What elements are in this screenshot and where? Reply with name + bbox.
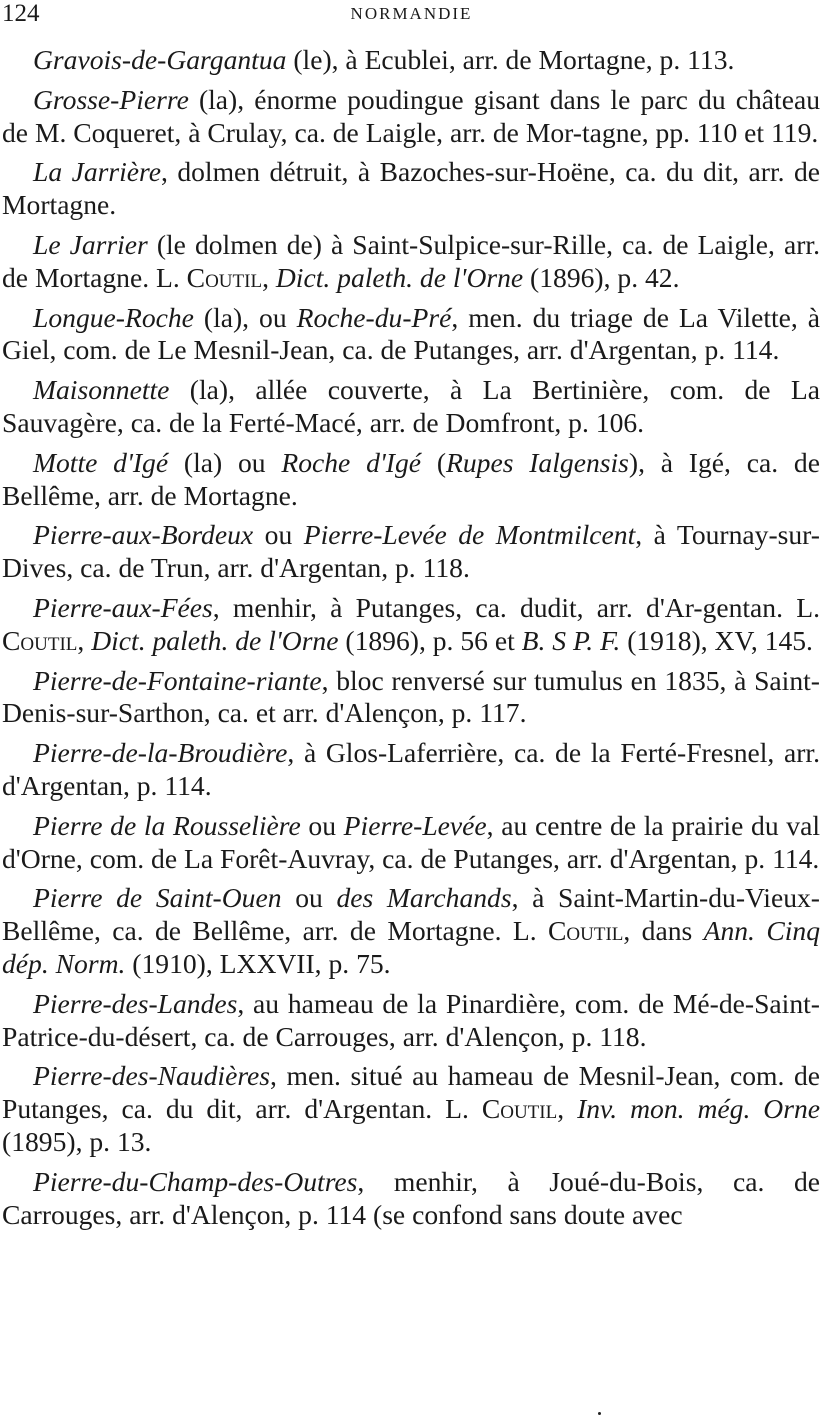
entry-text: , men. du triage de La Vilette, à Giel, com. de Le Mesnil-Jean, ca. de Putanges, arr. d'Argentan, p. 114. (2, 301, 821, 366)
entry (2, 84, 820, 150)
entry (2, 665, 820, 731)
entry-italic: Roche-du-Pré (296, 301, 452, 333)
entry-headword: Le Jarrier (33, 228, 148, 260)
entry (2, 519, 820, 585)
entry-italic: Rupes Ialgensis (446, 446, 629, 478)
page-header (0, 0, 823, 34)
entry (2, 374, 820, 440)
entry (2, 737, 820, 803)
entry-headword: Maisonnette (33, 374, 170, 406)
entry (2, 810, 820, 876)
entry (2, 44, 820, 77)
gazetteer-entries (2, 44, 820, 1238)
entry-italic: B. S P. F. (521, 624, 621, 656)
entry-text: , dolmen détruit, à Bazoches-sur-Hoëne, ca. du dit, arr. de Mortagne. (2, 156, 820, 221)
entry (2, 1060, 820, 1158)
entry-headword: Pierre de la Rousselière (33, 809, 301, 841)
entry-text: , dans (623, 915, 704, 947)
entry (2, 447, 820, 513)
entry-italic: Ann. Cinq dép. Norm. (2, 915, 820, 979)
entry-headword: Longue-Roche (33, 301, 194, 333)
entry-italic: Roche d'Igé (281, 446, 422, 478)
entry-headword: Grosse-Pierre (33, 83, 189, 115)
entry (2, 229, 820, 295)
entry-headword: Pierre de Saint-Ouen (33, 882, 282, 914)
author-name: Coutil (186, 261, 263, 293)
entry-text: , (77, 624, 92, 656)
entry-text: , à Saint-Martin-du-Vieux-Bellême, ca. de Bellême, arr. de Mortagne. L. (2, 882, 820, 947)
entry-text: , au centre de la prairie du val d'Orne, com. de La Forêt-Auvray, ca. de Putanges, arr. d'Argentan, p. 114. (2, 809, 820, 874)
entry-headword: Pierre-de-Fontaine-riante (33, 664, 322, 696)
entry (2, 1166, 820, 1232)
entry-text: (1896), p. 42. (523, 261, 680, 293)
entry-headword: Pierre-aux-Bordeux (33, 519, 254, 551)
entry-text: , (262, 261, 276, 293)
running-title: NORMANDIE (350, 4, 473, 23)
entry-text: (la), ou (193, 301, 297, 333)
entry-text: (1918), XV, 145. (620, 624, 813, 656)
entry-text: (la), énorme poudingue gisant dans le parc du château de M. Coqueret, à Crulay, ca. de Laigle, arr. de Mor-tagne, pp. 110 et 119. (2, 83, 820, 148)
entry-text: (1895), p. 13. (2, 1125, 152, 1157)
entry-text: , menhir, à Putanges, ca. dudit, arr. d'Ar-gentan. L. (212, 591, 820, 623)
entry-text: , (557, 1093, 578, 1125)
entry-text: ), à Igé, ca. de Bellême, arr. de Mortagne. (2, 446, 820, 511)
entry-text: (1910), LXXVII, p. 75. (125, 947, 391, 979)
entry-headword: Pierre-des-Naudières (33, 1060, 271, 1092)
entry-text: (1896), p. 56 et (338, 624, 522, 656)
entry (2, 882, 820, 980)
entry (2, 156, 820, 222)
entry-text: , bloc renversé sur tumulus en 1835, à Saint-Denis-sur-Sarthon, ca. et arr. d'Alençon, p. 117. (2, 664, 820, 729)
entry-italic: des Marchands (336, 882, 512, 914)
page-number: 124 (2, 0, 40, 27)
entry-text: (la) ou (168, 446, 282, 478)
entry-headword: Gravois-de-Gargantua (33, 44, 287, 75)
entry (2, 592, 820, 658)
entry-headword: Pierre-des-Landes (33, 987, 238, 1019)
entry-headword: Motte d'Igé (33, 446, 169, 478)
entry-text: ou (253, 519, 304, 551)
entry-text: (le dolmen de) à Saint-Sulpice-sur-Rille, ca. de Laigle, arr. de Mortagne. L. (2, 228, 820, 293)
author-name: Coutil (481, 1093, 558, 1125)
entry-italic: Pierre-Levée de Montmilcent (303, 519, 636, 551)
printing-speck (598, 1412, 601, 1415)
entry-headword: Pierre-du-Champ-des-Outres (33, 1165, 358, 1197)
entry-text: , à Tournay-sur-Dives, ca. de Trun, arr. d'Argentan, p. 118. (2, 519, 820, 584)
author-name: Coutil (548, 915, 624, 947)
entry-text: ( (421, 446, 447, 478)
entry-italic: Pierre-Levée (343, 809, 487, 841)
entry-text: , au hameau de la Pinardière, com. de Mé-de-Saint-Patrice-du-désert, ca. de Carrouges, arr. d'Alençon, p. 118. (2, 987, 820, 1052)
entry-italic: Dict. paleth. de l'Orne (91, 624, 339, 656)
entry-headword: Pierre-aux-Fées (33, 591, 213, 623)
entry-headword: Pierre-de-la-Broudière (33, 737, 288, 769)
entry-italic: Inv. mon. még. Orne (577, 1093, 821, 1125)
entry-text: (le), à Ecublei, arr. de Mortagne, p. 113. (286, 44, 735, 75)
entry-text: ou (281, 882, 337, 914)
entry-text: (la), allée couverte, à La Bertinière, com. de La Sauvagère, ca. de la Ferté-Macé, arr. de Domfront, p. 106. (2, 374, 820, 438)
entry-text: , menhir, à Joué-du-Bois, ca. de Carrouges, arr. d'Alençon, p. 114 (se confond sans doute avec (2, 1165, 820, 1230)
entry (2, 302, 820, 368)
entry (2, 988, 820, 1054)
author-name: Coutil (2, 624, 78, 656)
entry-headword: La Jarrière (33, 156, 161, 188)
entry-text: , men. situé au hameau de Mesnil-Jean, com. de Putanges, ca. du dit, arr. d'Argentan. L. (2, 1060, 820, 1125)
entry-text: , à Glos-Laferrière, ca. de la Ferté-Fresnel, arr. d'Argentan, p. 114. (2, 737, 820, 801)
entry-italic: Dict. paleth. de l'Orne (275, 261, 524, 293)
entry-text: ou (300, 809, 344, 841)
